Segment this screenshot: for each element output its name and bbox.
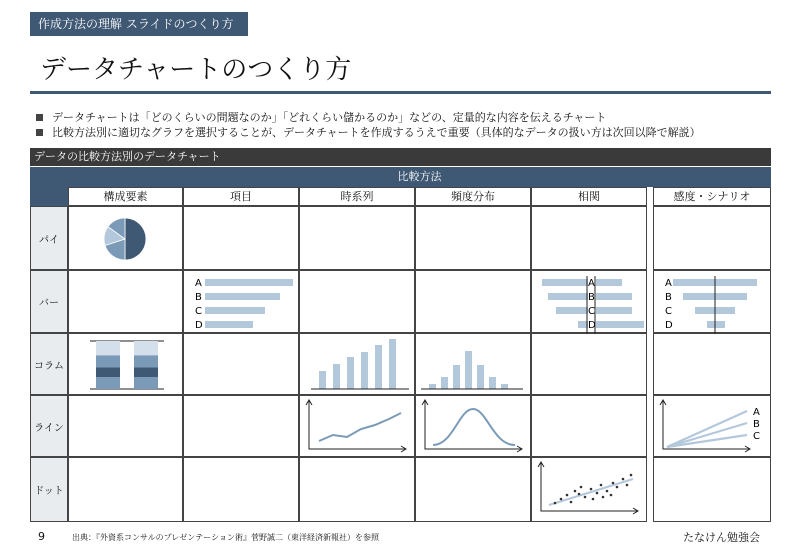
scatter-dot (574, 490, 577, 493)
bullet-square-icon (36, 114, 43, 121)
scatter-dot (600, 484, 603, 487)
column-bar (389, 339, 396, 389)
histogram-bar (453, 365, 460, 389)
scatter-dot (630, 474, 633, 477)
table-cell (300, 207, 415, 270)
scenario-label: B (753, 419, 760, 430)
bar-right (596, 307, 632, 314)
scatter-dot (626, 484, 629, 487)
bullet-square-icon (36, 129, 43, 136)
bar-label: A (665, 278, 672, 289)
bar (205, 293, 280, 300)
table-cell (300, 458, 415, 522)
scenario-label: C (753, 431, 760, 442)
column-bar (319, 371, 326, 389)
histogram-bar (465, 351, 472, 389)
table-cell (532, 207, 647, 270)
table-cell (416, 271, 531, 333)
bullet-text: 比較方法別に適切なグラフを選択することが、データチャートを作成するうえで重要（具体的なデータの扱い方は次回以降で解説） (52, 126, 701, 139)
scatter-dot (596, 492, 599, 495)
column-segment (134, 355, 158, 367)
row-header: ドット (30, 457, 68, 522)
table-cell (532, 396, 647, 457)
table-cell (416, 396, 531, 457)
table-cell (654, 334, 771, 395)
table-cell (416, 458, 531, 522)
scatter-dot (580, 486, 583, 489)
column-bar (347, 357, 354, 389)
bar (205, 307, 265, 314)
source-note: 出典：『外資系コンサルのプレゼンテーション術』菅野誠二（東洋経済新報社）を参照 (72, 533, 379, 542)
column-segment (96, 377, 120, 389)
bar-left (548, 293, 588, 300)
bar-label: D (588, 320, 596, 331)
bar-left (542, 279, 588, 286)
scatter-dot (592, 498, 595, 501)
histogram-bar (429, 384, 436, 389)
table-cell (69, 396, 183, 457)
scatter-dot (616, 486, 619, 489)
bar-label: D (195, 320, 203, 331)
column-header: 構成要素 (68, 187, 183, 206)
column-segment (134, 341, 158, 355)
chart-type-table (30, 167, 771, 522)
bullet-item (36, 125, 776, 140)
row-header: パイ (30, 206, 68, 270)
row-header: ライン (30, 395, 68, 457)
bullet-item (36, 110, 776, 125)
histogram-bar (477, 365, 484, 389)
scatter-dot (578, 493, 581, 496)
table-cell (532, 334, 647, 395)
bar (205, 279, 293, 286)
bar (707, 321, 725, 328)
bar-right (596, 293, 632, 300)
bullet-list (36, 110, 776, 140)
table-cell (184, 396, 299, 457)
scatter-dot (566, 494, 569, 497)
scatter-dot (554, 502, 557, 505)
column-segment (134, 377, 158, 389)
scatter-dot (602, 496, 605, 499)
column-header: 相関 (531, 187, 647, 206)
organization-name: たなけん勉強会 (683, 531, 760, 544)
page-number: 9 (38, 530, 45, 543)
column-segment (96, 355, 120, 367)
table-cell (184, 207, 299, 270)
histogram-bar (441, 377, 448, 389)
bar-label: C (588, 306, 595, 317)
row-header: コラム (30, 333, 68, 395)
bar-label: D (665, 320, 673, 331)
scenario-label: A (753, 407, 760, 418)
title-rule (30, 91, 771, 94)
table-cell (416, 207, 531, 270)
table-cell (654, 458, 771, 522)
column-bar (333, 364, 340, 389)
column-header: 項目 (183, 187, 299, 206)
column-header: 頻度分布 (415, 187, 531, 206)
bar-label: A (195, 278, 202, 289)
table-cell (69, 271, 183, 333)
bar-label: B (665, 292, 672, 303)
table-cell (654, 207, 771, 270)
bullet-text: データチャートは「どのくらいの問題なのか」「どれくらい儲かるのか」などの、定量的な内容を伝えるチャート (52, 111, 607, 124)
column-bar (375, 345, 382, 389)
table-cell (300, 334, 415, 395)
scatter-dot (622, 478, 625, 481)
column-header: 感度・シナリオ (653, 187, 771, 206)
bar-right (596, 321, 644, 328)
bar-label: C (665, 306, 672, 317)
section-title: データの比較方法別のデータチャート (30, 148, 771, 166)
table-cell (300, 396, 415, 457)
comparison-header: 比較方法 (68, 167, 771, 187)
chart-icons-layer (30, 167, 771, 522)
scatter-dot (612, 482, 615, 485)
table-cell (532, 458, 647, 522)
page-title: データチャートのつくり方 (40, 55, 352, 85)
histogram-bar (501, 384, 508, 389)
bar-label: B (195, 292, 202, 303)
histogram-bar (489, 377, 496, 389)
bar-label: A (588, 278, 595, 289)
column-bar (361, 352, 368, 389)
breadcrumb: 作成方法の理解 スライドのつくり方 (30, 12, 248, 36)
row-header: バー (30, 270, 68, 333)
table-cell (69, 458, 183, 522)
scatter-dot (584, 496, 587, 499)
table-cell (184, 458, 299, 522)
bar-right (596, 279, 622, 286)
scatter-dot (606, 490, 609, 493)
scatter-dot (570, 501, 573, 504)
bar-label: C (195, 306, 202, 317)
table-cell (69, 334, 183, 395)
table-cell (184, 334, 299, 395)
bar-label: B (588, 292, 595, 303)
column-header: 時系列 (299, 187, 415, 206)
bar-left (556, 307, 588, 314)
bar (205, 321, 253, 328)
scatter-dot (610, 494, 613, 497)
column-segment (134, 367, 158, 377)
table-cell (300, 271, 415, 333)
scatter-dot (590, 488, 593, 491)
column-segment (96, 367, 120, 377)
column-gap (647, 187, 653, 522)
scatter-dot (560, 498, 563, 501)
column-segment (96, 341, 120, 355)
